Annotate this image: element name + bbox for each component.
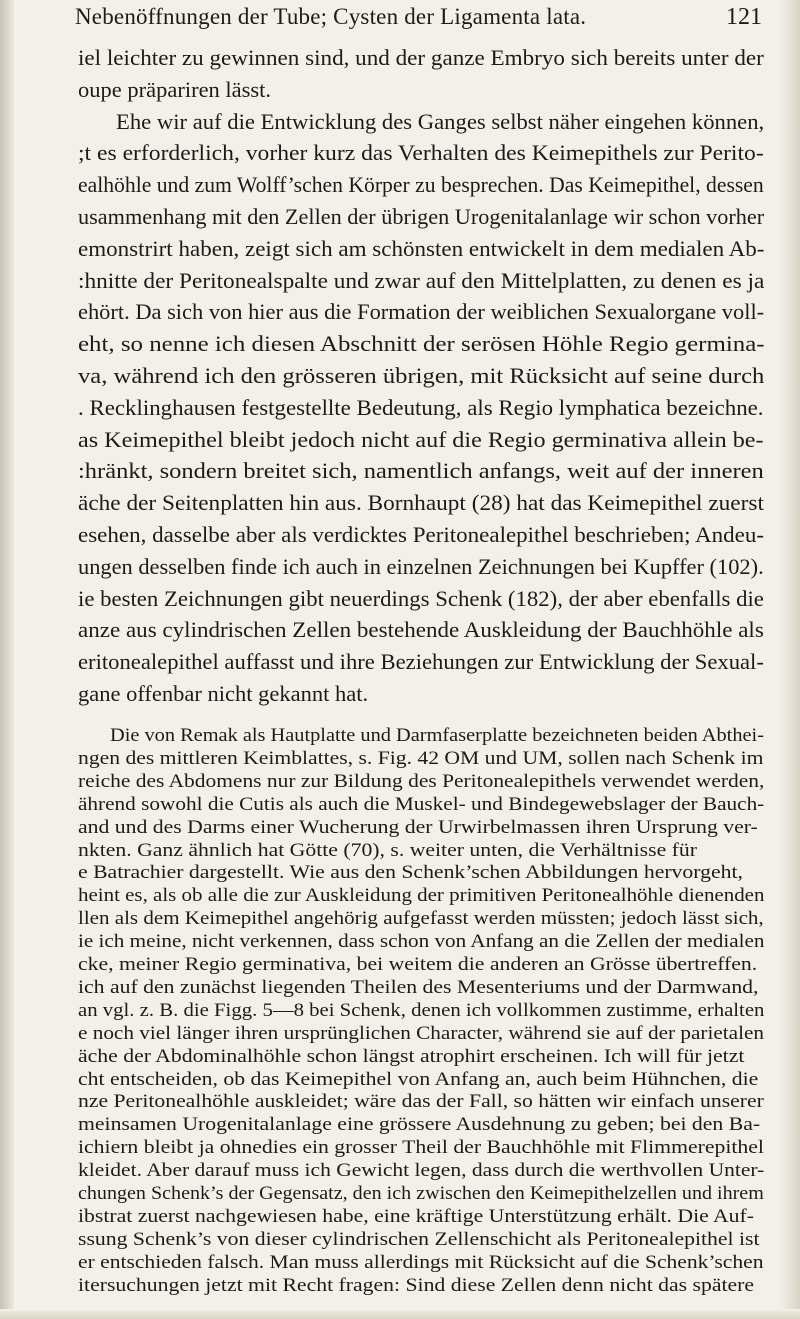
text-line: iel leichter zu gewinnen sind, und der ganze Embryo sich bereits unter der [78,45,764,70]
footnote-line: reiche des Abdomens nur zur Bildung des Peritonealepithels verwendet werden, [78,770,765,792]
footnote-line: kleidet. Aber darauf muss ich Gewicht legen, dass durch die werthvollen Unter- [78,1160,765,1182]
text-line: ealhöhle und zum Wolff’schen Körper zu besprechen. Das Keimepithel, dessen [78,172,764,198]
text-line: :hnitte der Peritonealspalte und zwar auf den Mittelplatten, zu denen es ja [78,267,765,293]
footnote-line: heint es, als ob alle die zur Auskleidung der primitiven Peritonealhöhle dienenden [78,885,765,907]
footnote-line: ährend sowohl die Cutis als auch die Muskel- und Bindegewebslager der Bauch- [78,793,765,815]
footnote-line: cke, meiner Regio germinativa, bei weitem die anderen an Grösse übertreffen. [78,954,758,975]
running-header [0,0,800,40]
text-line: va, während ich den grösseren übrigen, mit Rücksicht auf seine durch [78,363,765,388]
text-line: ungen desselben finde ich auch in einzelnen Zeichnungen bei Kupffer (102). [78,553,764,579]
text-line: esehen, dasselbe aber als verdicktes Peritonealepithel beschrieben; Andeu- [78,522,765,547]
text-line: emonstrirt haben, zeigt sich am schönsten entwickelt in dem medialen Ab- [78,235,765,261]
footnote-line: ich auf den zunächst liegenden Theilen des Mesenteriums und der Darmwand, [78,976,759,998]
text-line: eritonealepithel auffasst und ihre Beziehungen zur Entwicklung der Sexual- [78,649,764,675]
text-line: gane offenbar nicht gekannt hat. [78,681,369,706]
footnote-line: ssung Schenk’s von dieser cylindrischen Zellenschicht als Peritonealepithel ist [78,1228,760,1250]
running-title: Nebenöffnungen der Tube; Cysten der Ligamenta lata. [75,4,587,29]
text-line: usammenhang mit den Zellen der übrigen Urogenitalanlage wir schon vorher [78,204,765,229]
footnote-line: ngen des mittleren Keimblattes, s. Fig. 42 OM und UM, sollen nach Schenk im [78,747,764,769]
footnote-line: itersuchungen jetzt mit Recht fragen: Sind diese Zellen denn nicht das spätere [78,1274,755,1296]
text-line: :hränkt, sondern breitet sich, namentlich anfangs, weit auf der inneren [78,458,764,484]
text-line: eht, so nenne ich diesen Abschnitt der serösen Höhle Regio germina- [78,331,765,357]
text-line: . Recklinghausen festgestellte Bedeutung, als Regio lymphatica bezeichne. [78,394,764,420]
footnote-line: ibstrat zuerst nachgewiesen habe, eine kräftige Unterstützung erhält. Die Auf- [78,1205,755,1227]
footnote-line: e Batrachier dargestellt. Wie aus den Schenk’schen Abbildungen hervorgeht, [78,862,743,884]
footnote-line: cht entscheiden, ob das Keimepithel von Anfang an, auch beim Hühnchen, die [78,1068,759,1090]
footnote-line: er entschieden falsch. Man muss allerdings mit Rücksicht auf die Schenk’schen [78,1251,764,1273]
binding-shadow [0,0,14,1319]
footnote-line: nze Peritonealhöhle auskleidet; wäre das der Fall, so hätten wir einfach unserer [78,1091,764,1113]
text-line: ;t es erforderlich, vorher kurz das Verhalten des Keimepithels zur Perito- [78,140,764,166]
footnote-line: llen als dem Keimepithel angehörig aufgefasst werden müssten; jedoch lässt sich, [78,908,764,930]
footnote-line: e noch viel länger ihren ursprünglichen Character, während sie auf der parietalen [78,1022,765,1044]
text-line: ehört. Da sich von hier aus die Formation der weiblichen Sexualorgane voll- [78,299,765,325]
page-edge-right [778,0,800,1319]
footnote-line: nkten. Ganz ähnlich hat Götte (70), s. weiter unten, die Verhältnisse für [78,839,697,861]
page-edge-bottom [0,1309,800,1319]
footnote-line: and und des Darms einer Wucherung der Urwirbelmassen ihren Ursprung ver- [78,816,758,838]
footnote-line: Die von Remak als Hautplatte und Darmfaserplatte bezeichneten beiden Abthei- [110,725,764,746]
text-line: äche der Seitenplatten hin aus. Bornhaupt (28) hat das Keimepithel zuerst [78,490,764,516]
text-line: anze aus cylindrischen Zellen bestehende Auskleidung der Bauchhöhle als [78,617,764,643]
page-number: 121 [726,4,762,30]
text-line: as Keimepithel bleibt jedoch nicht auf die Regio germinativa allein be- [78,426,764,452]
footnote-line: meinsamen Urogenitalanlage eine grössere Ausdehnung zu geben; bei den Ba- [78,1114,761,1136]
text-line: ie besten Zeichnungen gibt neuerdings Schenk (182), der aber ebenfalls die [78,585,764,611]
footnote-line: chungen Schenk’s der Gegensatz, den ich zwischen den Keimepithelzellen und ihrem [78,1183,764,1204]
text-line: oupe präpariren lässt. [78,76,272,102]
footnote-line: ichiern bleibt ja ohnedies ein grosser Theil der Bauchhöhle mit Flimmerepithel [78,1137,764,1159]
footnote-line: an vgl. z. B. die Figg. 5—8 bei Schenk, denen ich vollkommen zustimme, erhalten [78,999,765,1021]
text-line: Ehe wir auf die Entwicklung des Ganges selbst näher eingehen können, [116,108,765,134]
footnote-line: äche der Abdominalhöhle schon längst atrophirt erscheinen. Ich will für jetzt [78,1045,745,1067]
footnote-line: ie ich meine, nicht verkennen, dass schon von Anfang an die Zellen der medialen [78,931,765,953]
